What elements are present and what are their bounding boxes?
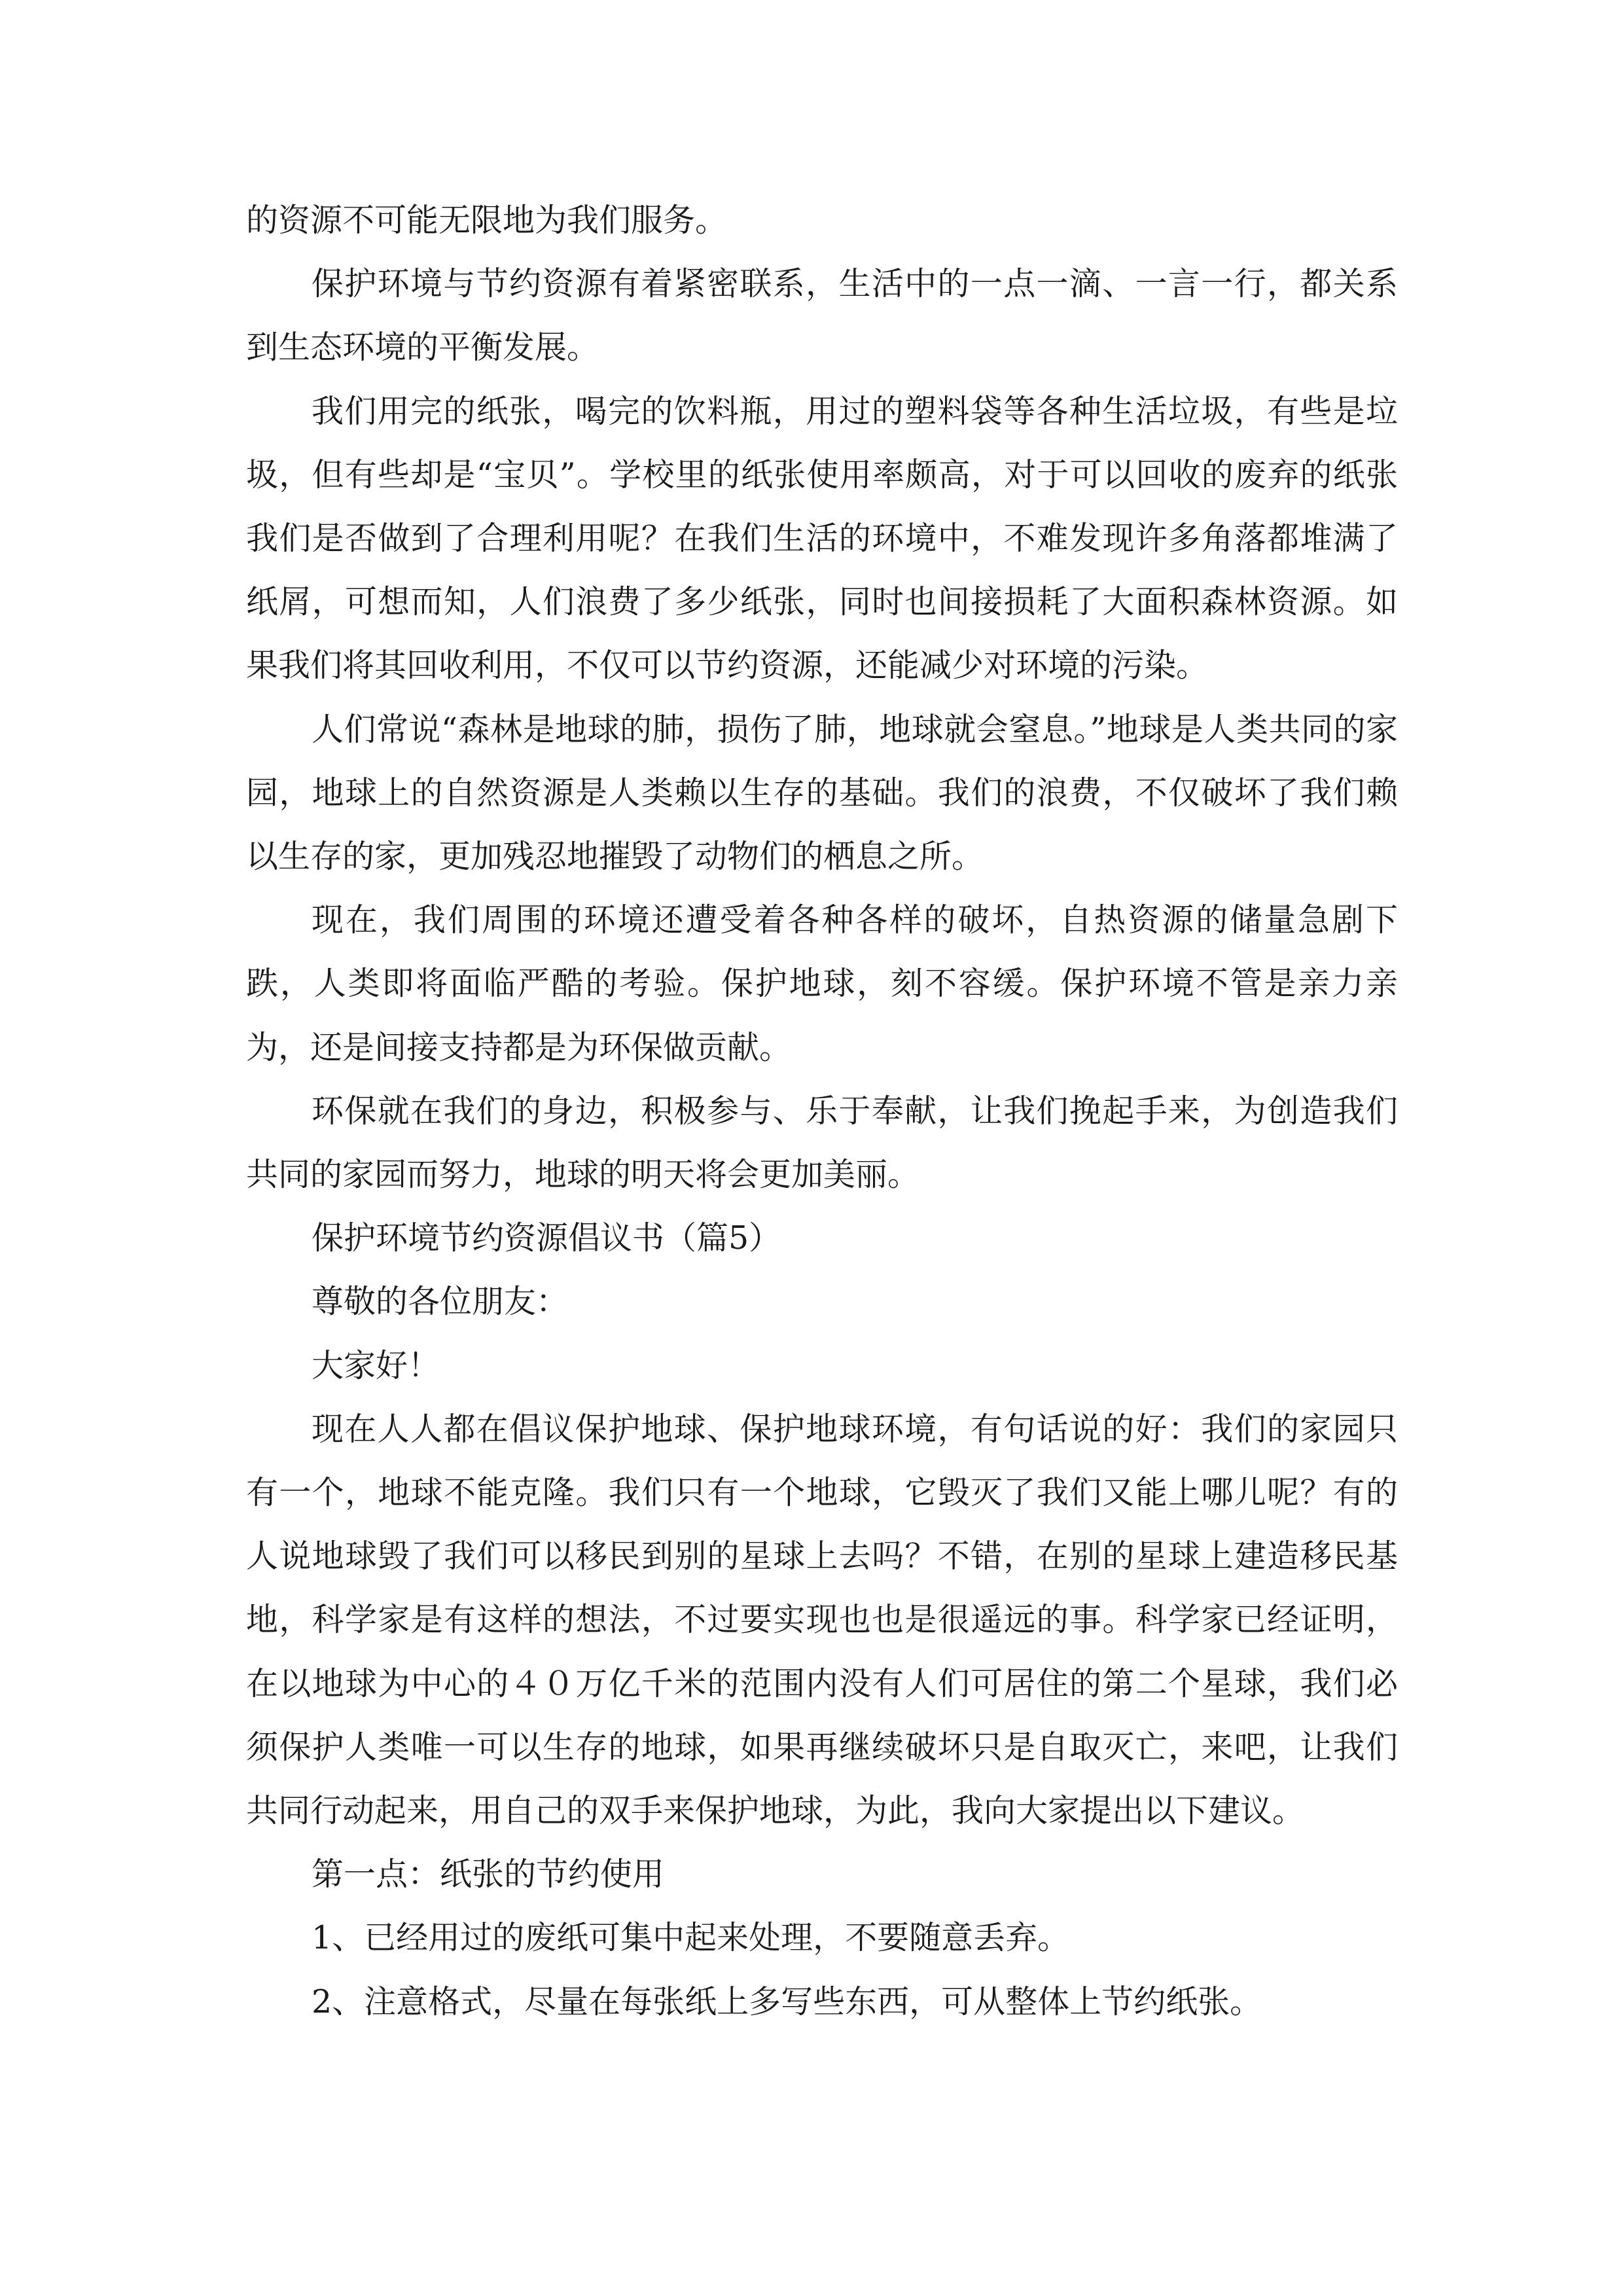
paragraph-forest-lungs: 人们常说“森林是地球的肺，损伤了肺，地球就会窒息。”地球是人类共同的家园，地球上的自然资源是人类赖以生存的基础。我们的浪费，不仅破坏了我们赖以生存的家，更加残忍地摧毁了动物们的栖息之所。 — [246, 710, 1398, 876]
paragraph-continuation: 的资源不可能无限地为我们服务。 — [246, 202, 728, 239]
paragraph-one-earth: 现在人人都在倡议保护地球、保护地球环境，有句话说的好：我们的家园只有一个，地球不能克隆。我们只有一个地球，它毁灭了我们又能上哪儿呢？有的人说地球毁了我们可以移民到别的星球上去吗？不错，在别的星球上建造移民基地，科学家是有这样的想法，不过要实现也也是很遥远的事。科学家已经证明，在以地球为中心的４０万亿千米的范围内没有人们可居住的第二个星球，我们必须保护人类唯一可以生存的地球，如果再继续破坏只是自取灭亡，来吧，让我们共同行动起来，用自己的双手来保护地球，为此，我向大家提出以下建议。 — [246, 1410, 1398, 1830]
salutation: 尊敬的各位朋友： — [312, 1283, 569, 1321]
greeting: 大家好！ — [312, 1346, 440, 1384]
paragraph-call-to-action: 环保就在我们的身边，积极参与、乐于奉献，让我们挽起手来，为创造我们共同的家园而努力，地球的明天将会更加美丽。 — [246, 1092, 1398, 1194]
paragraph-paper-waste: 我们用完的纸张，喝完的饮料瓶，用过的塑料袋等各种生活垃圾，有些是垃圾，但有些却是“宝贝”。学校里的纸张使用率颇高，对于可以回收的废弃的纸张我们是否做到了合理利用呢？在我们生活的环境中，不难发现许多角落都堆满了纸屑，可想而知，人们浪费了多少纸张，同时也间接损耗了大面积森林资源。如果我们将其回收利用，不仅可以节约资源，还能减少对环境的污染。 — [246, 392, 1398, 685]
list-item: 1、已经用过的废纸可集中起来处理，不要随意丢弃。 — [312, 1919, 1070, 1957]
paragraph-environment-damage: 现在，我们周围的环境还遭受着各种各样的破坏，自热资源的储量急剧下跌，人类即将面临严酷的考验。保护地球，刻不容缓。保护环境不管是亲力亲为，还是间接支持都是为环保做贡献。 — [246, 901, 1398, 1066]
document-body — [246, 188, 1398, 2034]
section-heading: 保护环境节约资源倡议书（篇5） — [312, 1219, 781, 1257]
point-heading: 第一点：纸张的节约使用 — [312, 1856, 665, 1893]
paragraph-environment-resources: 保护环境与节约资源有着紧密联系，生活中的一点一滴、一言一行，都关系到生态环境的平衡发展。 — [246, 265, 1398, 367]
list-item: 2、注意格式，尽量在每张纸上多写些东西，可从整体上节约纸张。 — [312, 1982, 1262, 2020]
